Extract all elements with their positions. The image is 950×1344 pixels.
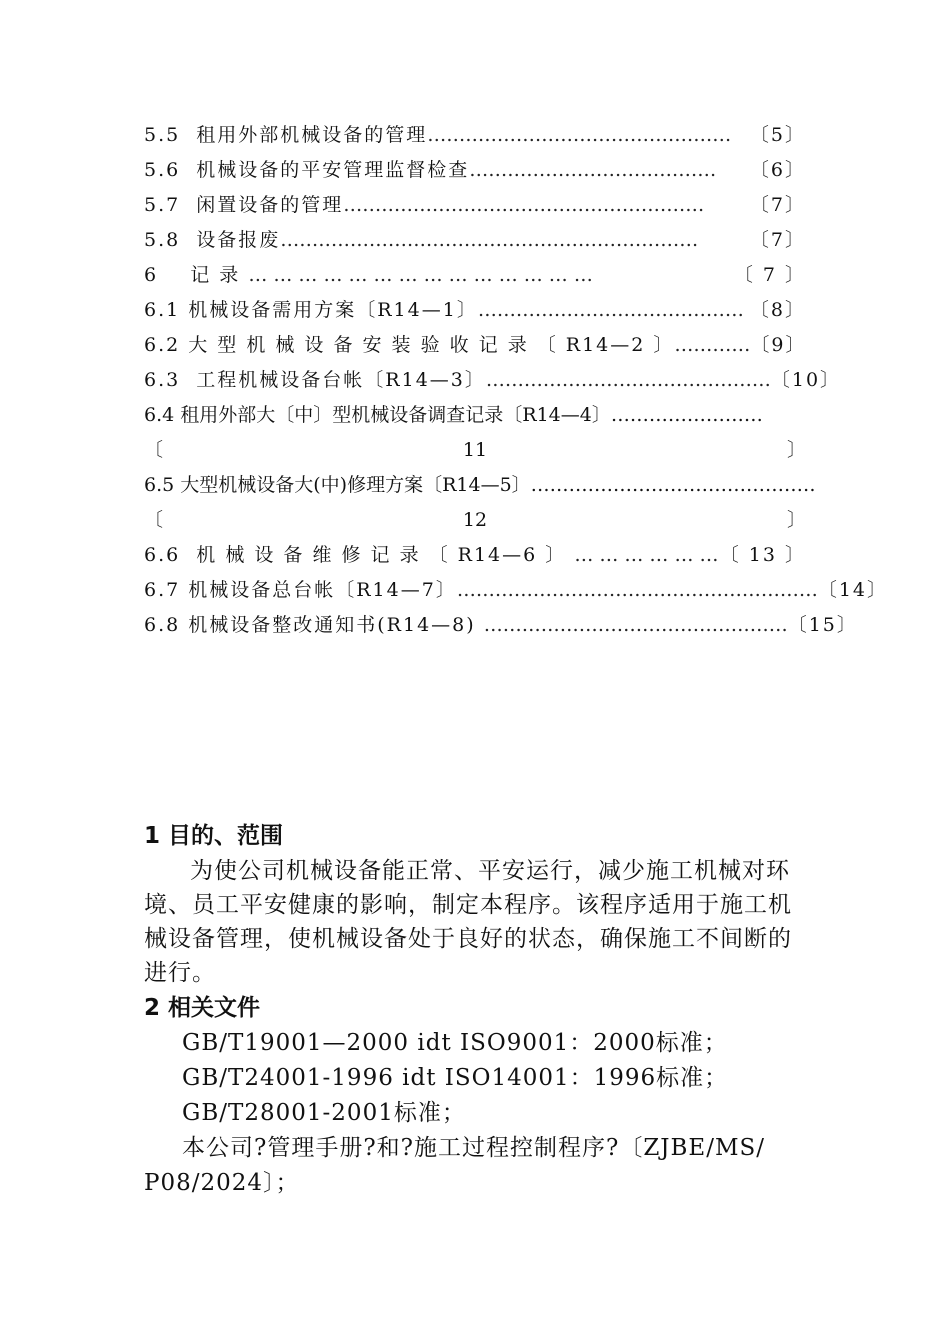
- toc-entry-6-1[interactable]: 6.1 机械设备需用方案〔R14—1〕 …………………………………… 〔8〕: [144, 299, 806, 321]
- toc-entry-5-7[interactable]: 5.7 闲置设备的管理 ………………………………………………… 〔7〕: [144, 194, 806, 216]
- section-1-paragraph: 为使公司机械设备能正常、平安运行，减少施工机械对环境、员工平安健康的影响，制定本程序。该程序适用于施工机械设备管理，使机械设备处于良好的状态，确保施工不间断的进行。: [144, 858, 792, 986]
- table-of-contents: [144, 118, 889, 643]
- toc-entry-5-5[interactable]: 5.5 租用外部机械设备的管理 ………………………………………… 〔5〕: [144, 124, 806, 146]
- toc-entry-5-8[interactable]: 5.8 设备报废 ………………………………………………………… 〔7〕: [144, 229, 806, 251]
- section-1-heading: 1 目的、范围: [144, 823, 284, 849]
- section-2-heading: 2 相关文件: [144, 995, 261, 1021]
- toc-entry-6-3[interactable]: 6.3 工程机械设备台帐〔R14—3〕 ……………………………………… 〔10〕: [144, 369, 842, 391]
- toc-entry-6-4[interactable]: 6.4 租用外部大〔中〕型机械设备调查记录〔R14—4〕……………………: [144, 404, 763, 426]
- reference-line-2: P08/2024〕；: [144, 1170, 300, 1196]
- toc-entry-6-6[interactable]: 6.6 机 械 设 备 维 修 记 录 〔 R14—6 〕 … … … … … … 〔 13 〕: [144, 544, 806, 566]
- toc-entry-6-7[interactable]: 6.7 机械设备总台帐〔R14—7〕 ………………………………………………… 〔14〕: [144, 579, 889, 601]
- reference-line-1: 本公司?管理手册?和?施工过程控制程序?〔ZJBE/MS/: [182, 1135, 766, 1161]
- toc-entry-6-2[interactable]: 6.2 大 型 机 械 设 备 安 装 验 收 记 录 〔 R14—2 〕 ………… 〔9〕: [144, 334, 807, 356]
- toc-entry-6-8[interactable]: 6.8 机械设备整改通知书(R14—8) ………………………………………… 〔15〕: [144, 614, 858, 636]
- toc-entry-6-5[interactable]: 6.5 大型机械设备大(中)修理方案〔R14—5〕………………………………………: [144, 474, 816, 496]
- document-body: [144, 818, 808, 1201]
- reference-item: GB/T24001-1996 idt ISO14001：1996标准；: [182, 1065, 729, 1091]
- reference-item: GB/T28001-2001标准；: [182, 1100, 466, 1126]
- toc-entry-5-6[interactable]: 5.6 机械设备的平安管理监督检查 ………………………………… 〔6〕: [144, 159, 806, 181]
- reference-item-company-docs: [144, 1131, 808, 1201]
- toc-entry-6[interactable]: 6 记 录 … … … … … … … … … … … … … … 〔 7 〕: [144, 264, 806, 286]
- toc-entry-6-4-page: 〔 11 〕: [144, 439, 806, 461]
- toc-entry-6-5-page: 〔 12 〕: [144, 509, 806, 531]
- reference-item: GB/T19001—2000 idt ISO9001：2000标准；: [182, 1030, 728, 1056]
